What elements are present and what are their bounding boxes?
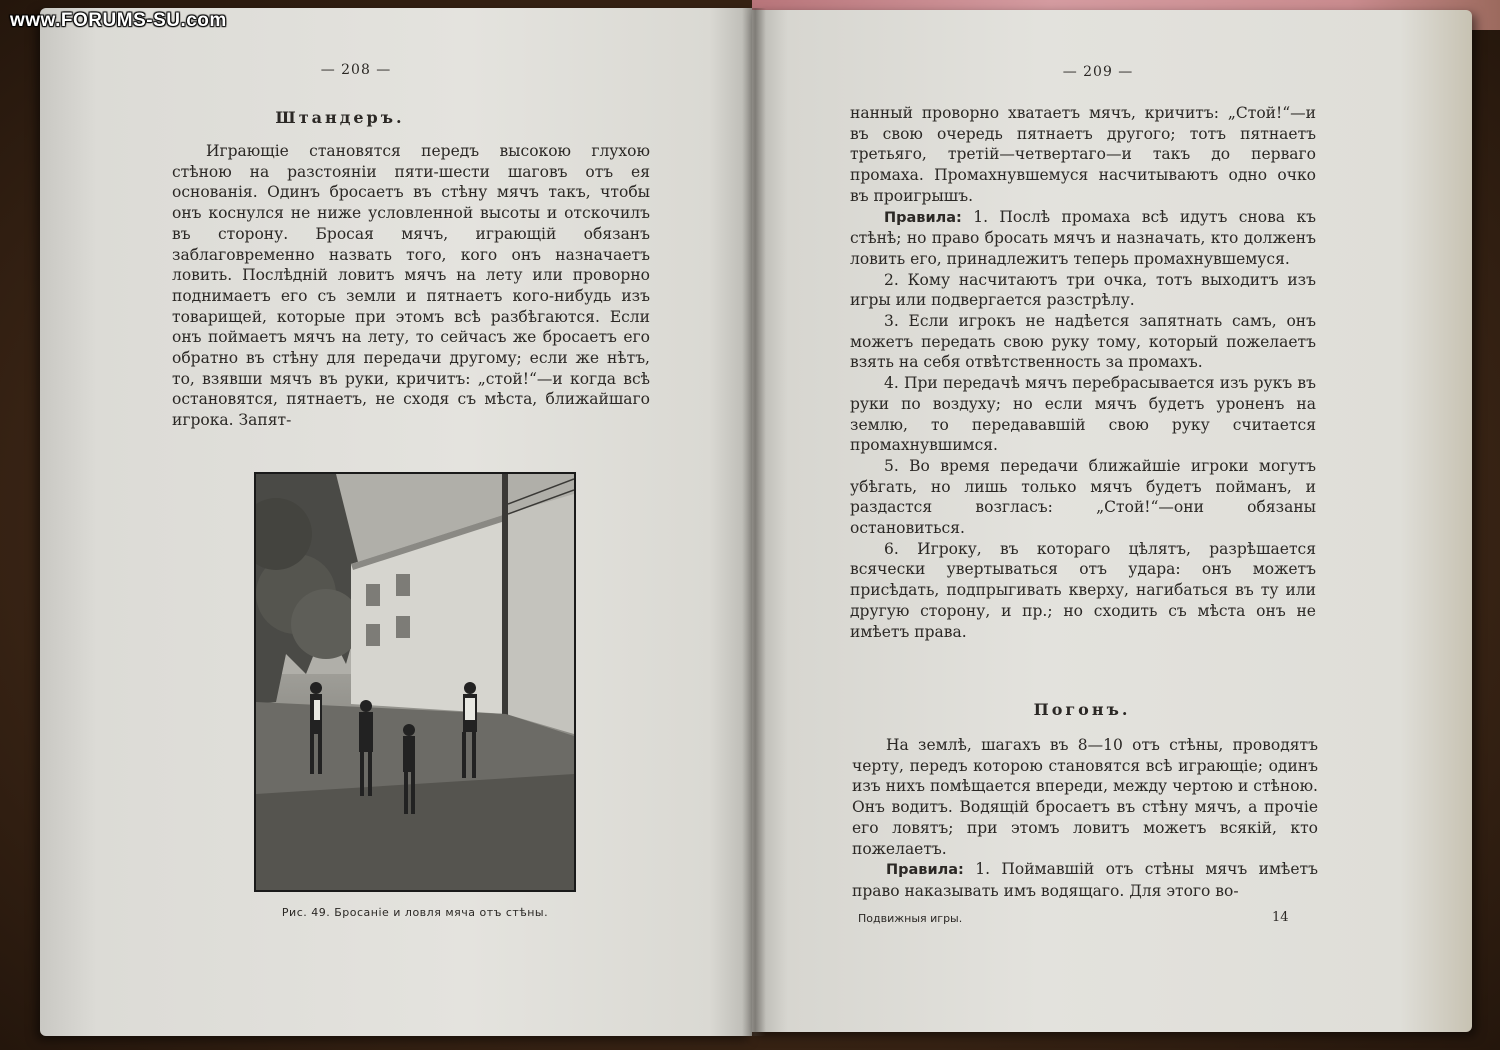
rule-1 [850,207,1316,270]
rule-1-text: 1. Послѣ промаха всѣ идутъ снова къ стѣнѣ; но право бросать мячъ и назначать, кто долженъ ловить его, принадлежитъ теперь промахнувшемуся. [850,207,1316,268]
watermark: www.FORUMS-SU.com [10,10,227,31]
paragraph: Играющіе становятся передъ высокою глухою стѣною на разстояніи пяти-шести шаговъ отъ ея основанія. Одинъ бросаетъ въ стѣну мячъ такъ, чтобы онъ коснулся не ниже условленной высоты и отскочилъ въ сторону. Бросая мячъ, играющій обязанъ заблаговременно назвать того, кого онъ назначаетъ ловить. Послѣдній ловитъ мячъ на лету или проворно поднимаетъ его съ земли и пятнаетъ кого-нибудь изъ товарищей, которые при этомъ всѣ разбѣгаются. Если онъ поймаетъ мячъ на лету, то сейчасъ же бросаетъ его обратно въ стѣну для передачи другому; если же нѣтъ, то, взявши мячъ въ руки, кричитъ: „стой!“—и когда всѣ остановятся, пятнаетъ, не сходя съ мѣста, ближайшаго игрока. Запят- [172,142,650,430]
left-page [40,8,752,1036]
page-number-right: — 209 — [1062,64,1134,80]
rule-pogon-1-text: 1. Поймавшій отъ стѣны мячъ имѣетъ право наказывать имъ водящаго. Для этого во- [852,860,1318,900]
rule-pogon-1 [852,859,1318,901]
left-body-text [172,141,650,431]
right-body-text [850,103,1316,642]
right-body-text-2 [852,735,1318,902]
signature-number: 14 [1272,910,1289,925]
rules-label: Правила: [884,209,962,226]
continuation-paragraph: нанный проворно хватаетъ мячъ, кричитъ: „Стой!“—и въ свою очередь пятнаетъ другого; тотъ пятнаетъ третьяго, третій—четвертаго—и такъ до перваго промаха. Промахнувшемуся насчитываютъ одно очко въ проигрышъ. [850,104,1316,205]
figure-photo [254,472,576,892]
page-number-left: — 208 — [320,62,392,78]
figure-caption: Рис. 49. Бросаніе и ловля мяча отъ стѣны. [281,906,549,919]
rule-2: 2. Кому насчитаютъ три очка, тотъ выходитъ изъ игры или подвергается разстрѣлу. [850,270,1316,310]
rule-4: 4. При передачѣ мячъ перебрасывается изъ рукъ въ руки по воздуху; но если мячъ будетъ уроненъ на землю, то передававшій свою руку считается промахнувшимся. [850,374,1316,455]
section-heading-shtander: Штандеръ. [275,108,405,127]
rule-3: 3. Если игрокъ не надѣется запятнать самъ, онъ можетъ передать свою руку тому, который пожелаетъ взять на себя отвѣтственность за промахъ. [850,312,1316,372]
rule-6: 6. Игроку, въ котораго цѣлятъ, разрѣшается всячески увертываться отъ удара: онъ можетъ присѣдать, подпрыгивать кверху, нагибаться въ ту или другую сторону, и пр.; но сходить съ мѣста онъ не имѣетъ права. [850,539,1316,641]
rule-5: 5. Во время передачи ближайшіе игроки могутъ убѣгать, но лишь только мячъ будетъ пойманъ, и раздастся возгласъ: „Стой!“—они обязаны остановиться. [850,456,1316,538]
right-page [752,10,1472,1032]
photo-illustration [256,474,574,890]
section-heading-pogon: Погонъ. [1033,700,1131,719]
rules-label-2: Правила: [886,862,964,879]
footer-book-title: Подвижныя игры. [858,912,963,925]
paragraph-pogon: На землѣ, шагахъ въ 8—10 отъ стѣны, проводятъ черту, передъ которою становятся всѣ играющіе; одинъ изъ нихъ помѣщается впереди, между чертою и стѣною. Онъ водитъ. Водящій бросаетъ въ стѣну мячъ, а прочіе его ловятъ; при этомъ ловитъ можетъ всякій, кто пожелаетъ. [852,736,1318,858]
